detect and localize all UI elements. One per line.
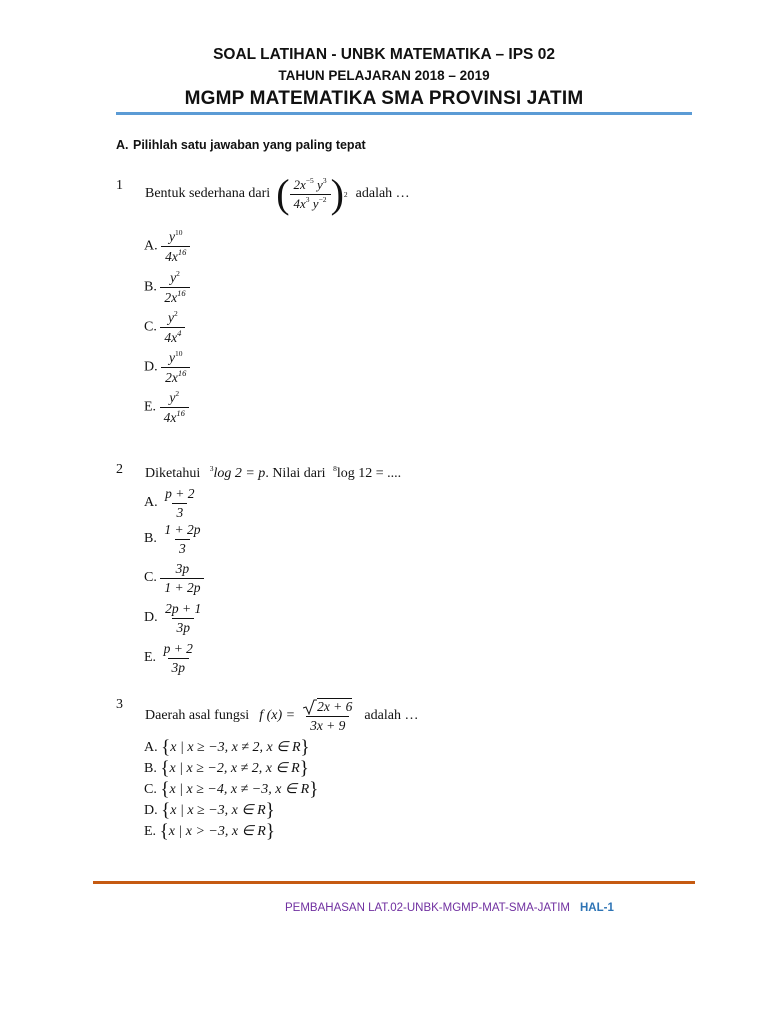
question-2-option-c[interactable] [144, 561, 204, 595]
question-3-number: 3 [116, 697, 123, 712]
footer-text: PEMBAHASAN LAT.02-UNBK-MGMP-MAT-SMA-JATIM [285, 902, 570, 914]
option-fraction: $\frac{1 + 2p}{3}$ [164, 522, 201, 556]
footer [285, 902, 614, 914]
question-3-option-d[interactable]: D. {x | x ≥ −3, x ∈ R} [144, 800, 275, 821]
question-1-prefix: Bentuk sederhana dari [145, 186, 271, 201]
option-label: D. [144, 610, 158, 626]
question-1-option-d[interactable] [144, 350, 190, 385]
section-heading [116, 138, 366, 152]
question-3-option-e[interactable]: E. {x | x > −3, x ∈ R} [144, 821, 275, 842]
header-year: TAHUN PELAJARAN 2018 – 2019 [278, 68, 490, 83]
question-1-number: 1 [116, 178, 123, 193]
option-fraction: $\frac{y^{10}}{2x^{16}}$ [161, 350, 190, 385]
option-label: C. [144, 570, 157, 586]
question-1-option-c[interactable] [144, 310, 185, 345]
question-1-option-e[interactable] [144, 390, 189, 425]
question-2-option-b[interactable] [144, 522, 204, 556]
option-label: E. [144, 650, 157, 666]
question-3-option-a[interactable]: A. {x | x ≥ −3, x ≠ 2, x ∈ R} [144, 737, 310, 758]
option-fraction: $\frac{3p}{1 + 2p}$ [160, 561, 204, 595]
question-2-number: 2 [116, 462, 123, 477]
question-2-option-e[interactable] [144, 641, 197, 675]
option-label: D. [144, 359, 158, 375]
question-2-stem: Diketahui $^3$log 2 = p. Nilai dari $^8$log 12 = .... [145, 464, 402, 481]
page-number: HAL-1 [579, 902, 614, 914]
question-1-stem: Bentuk sederhana dari ( $\frac{2x^{-5} y^3}{4x^3 y^{-2}}$ ) 2 adalah … [145, 171, 410, 216]
option-fraction: $\frac{y^2}{4x^4}$ [160, 310, 185, 345]
option-label: B. [144, 279, 157, 295]
option-label: A. [144, 238, 158, 254]
option-label: A. [144, 495, 158, 511]
option-fraction: $\frac{y^2}{2x^{16}}$ [160, 270, 189, 305]
question-1-expression: $\frac{2x^{-5} y^3}{4x^3 y^{-2}}$ [290, 177, 331, 212]
right-paren: ) [330, 171, 344, 216]
section-letter: A. [116, 138, 129, 152]
question-1-suffix: adalah … [355, 186, 410, 201]
question-1-option-b[interactable] [144, 270, 190, 305]
section-title: Pilihlah satu jawaban yang paling tepat [133, 138, 366, 152]
option-fraction: $\frac{2p + 1}{3p}$ [165, 601, 202, 635]
option-label: B. [144, 531, 157, 547]
option-label: C. [144, 319, 157, 335]
question-3-fraction: $\frac{2x + 6}{3x + 9}$ [299, 698, 356, 733]
option-fraction: $\frac{y^{10}}{4x^{16}}$ [161, 229, 190, 264]
sqrt-icon [303, 699, 317, 715]
header-title: SOAL LATIHAN - UNBK MATEMATIKA – IPS 02 [213, 46, 555, 63]
option-label: E. [144, 399, 157, 415]
question-2-option-d[interactable] [144, 601, 205, 635]
question-3-stem: Daerah asal fungsi f (x) = $\frac{2x + 6}{3x + 9}$ adalah … [145, 699, 419, 733]
footer-divider [93, 881, 695, 884]
question-3-option-c[interactable]: C. {x | x ≥ −4, x ≠ −3, x ∈ R} [144, 779, 319, 800]
question-3-option-b[interactable]: B. {x | x ≥ −2, x ≠ 2, x ∈ R} [144, 758, 309, 779]
left-paren: ( [276, 171, 290, 216]
option-fraction: $\frac{p + 2}{3}$ [165, 486, 195, 520]
question-2-option-a[interactable] [144, 486, 199, 520]
question-1-option-a[interactable] [144, 229, 190, 264]
option-fraction: $\frac{y^2}{4x^{16}}$ [160, 390, 189, 425]
header-organization: MGMP MATEMATIKA SMA PROVINSI JATIM [184, 88, 584, 109]
option-fraction: $\frac{p + 2}{3p}$ [163, 641, 193, 675]
header-divider [116, 112, 692, 115]
